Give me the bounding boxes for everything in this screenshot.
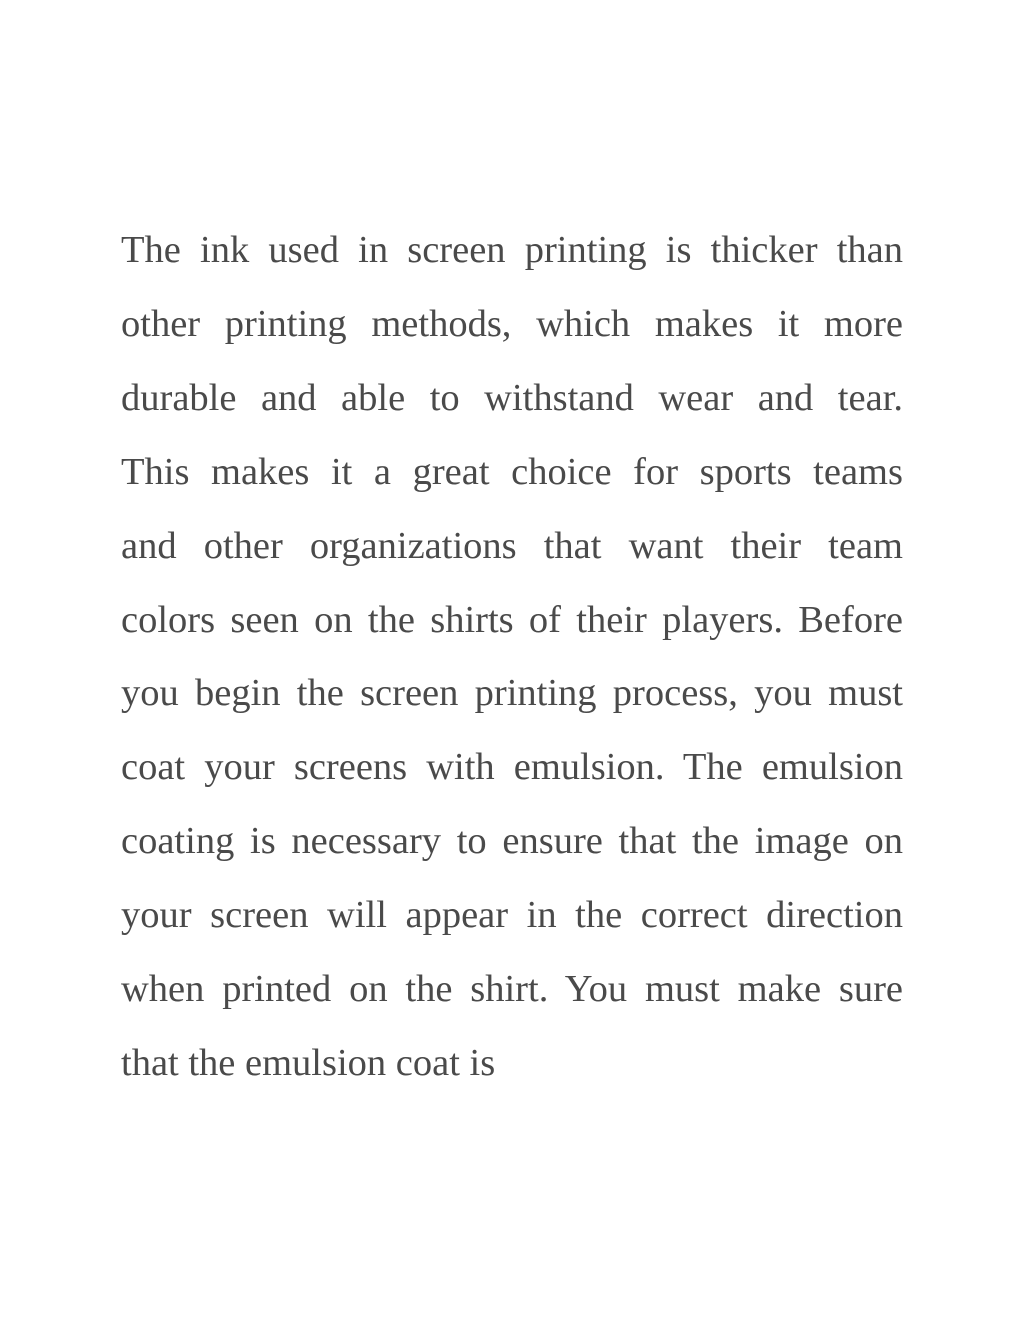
- paragraph-line-9: coating is necessary to ensure that the image on: [121, 820, 903, 863]
- paragraph-line-2: other printing methods, which makes it more: [121, 302, 903, 345]
- paragraph-line-11: when printed on the shirt. You must make sure: [121, 968, 903, 1011]
- paragraph-line-7: you begin the screen printing process, you must: [121, 672, 903, 715]
- body-paragraph: [121, 214, 903, 1101]
- paragraph-line-6: colors seen on the shirts of their players. Before: [121, 598, 903, 641]
- paragraph-line-1: The ink used in screen printing is thicker than: [121, 229, 903, 271]
- paragraph-line-4: This makes it a great choice for sports teams: [121, 450, 903, 493]
- paragraph-line-5: and other organizations that want their team: [121, 524, 903, 567]
- paragraph-line-3: durable and able to withstand wear and tear.: [121, 376, 903, 419]
- paragraph-line-12: that the emulsion coat is: [121, 1041, 496, 1084]
- paragraph-line-10: your screen will appear in the correct direction: [121, 894, 903, 937]
- paragraph-line-8: coat your screens with emulsion. The emulsion: [121, 746, 903, 789]
